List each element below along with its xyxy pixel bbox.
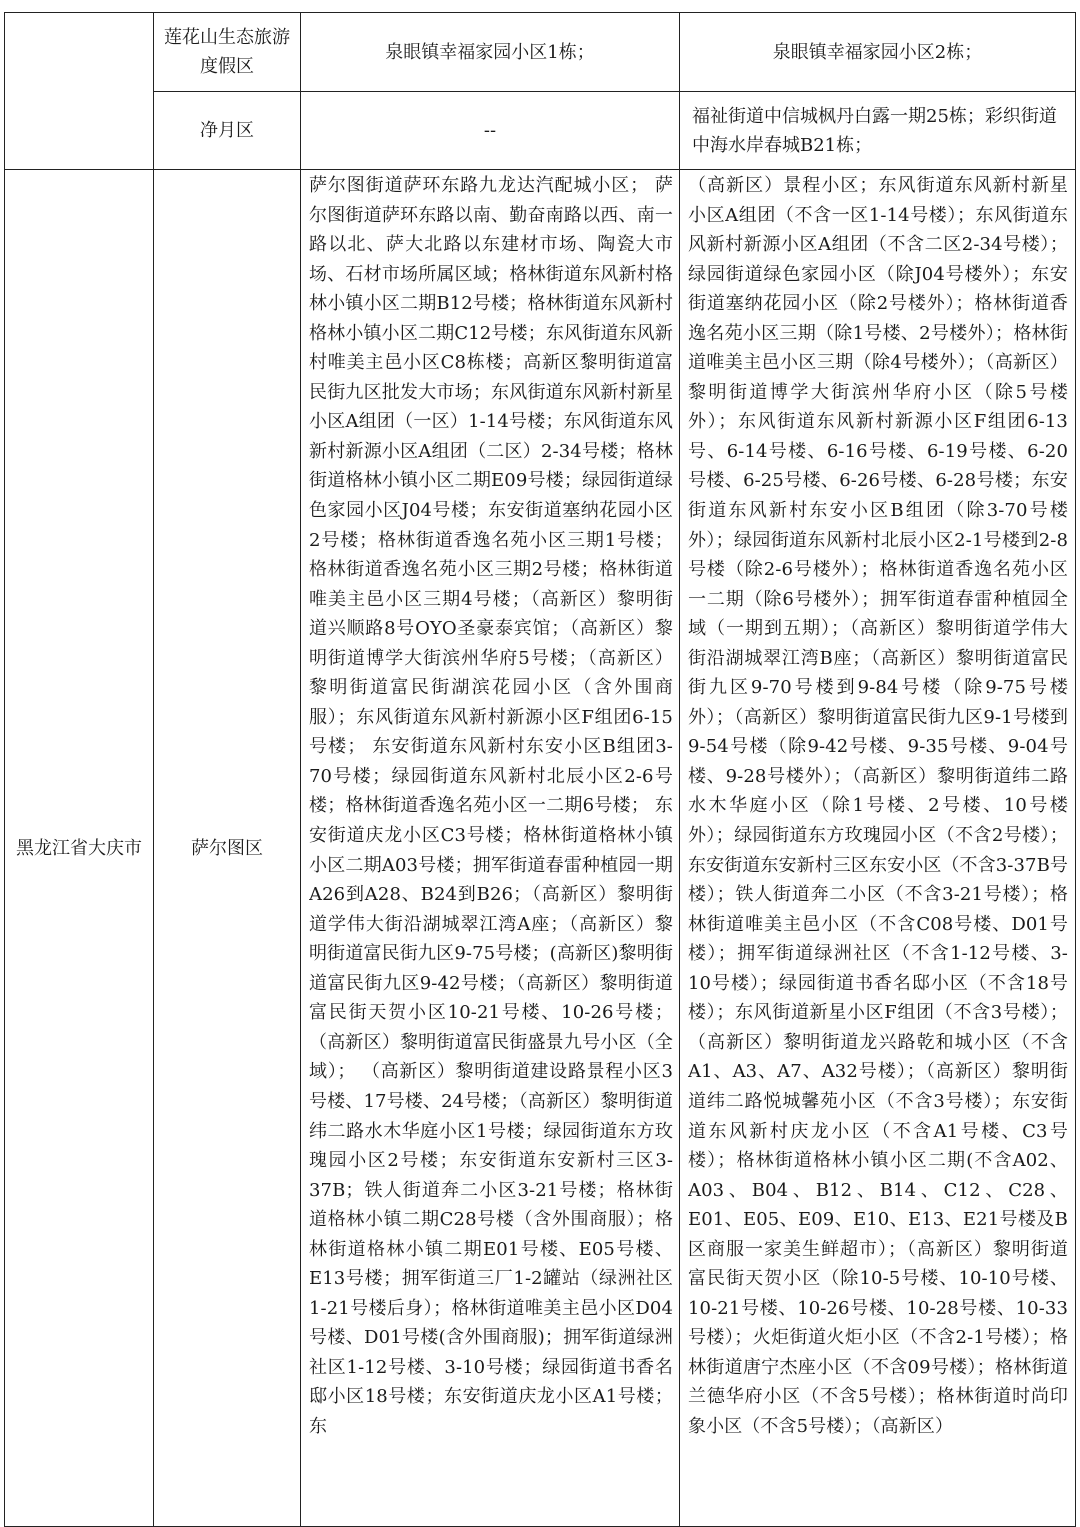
- district-name: 净月区: [200, 120, 254, 141]
- district-name: 萨尔图区: [191, 837, 263, 859]
- area-text-long: （高新区）景程小区；东风街道东风新村新星小区A组团（不含一区1-14号楼）；东风街道东风新村新源小区A组团（不含二区2-34号楼）；绿园街道绿色家园小区（除J04号楼外）；东安街道塞纳花园小区（除2号楼外）；格林街道香逸名苑小区三期（除1号楼、2号楼外）；格林街道唯美主邑小区三期（除4号楼外）；（高新区）黎明街道博学大街滨州华府小区（除5号楼外）；东风街道东风新村新源小区F组团6-13号、6-14号楼、6-16号楼、6-19号楼、6-20号楼、6-25号楼、6-26号楼、6-28号楼；东安街道东风新村东安小区B组团（除3-70号楼外）；绿园街道东风新村北辰小区2-1号楼到2-8号楼（除2-6号楼外）；格林街道香逸名苑小区一二期（除6号楼外）；拥军街道春雷种植园全域（一期到五期）；（高新区）黎明街道学伟大街沿湖城翠江湾B座；（高新区）黎明街道富民街九区9-70号楼到9-84号楼（除9-75号楼外）；（高新区）黎明街道富民街九区9-1号楼到9-54号楼（除9-42号楼、9-35号楼、9-04号楼、9-28号楼外）；（高新区）黎明街道纬二路水木华庭小区（除1号楼、2号楼、10号楼外）；绿园街道东方玫瑰园小区（不含2号楼）； 东安街道东安新村三区东安小区（不含3-37B号楼）；铁人街道奔二小区（不含3-21号楼）；格林街道唯美主邑小区（不含C08号楼、D01号楼）；拥军街道绿洲社区（不含1-12号楼、3-10号楼）；绿园街道书香名邸小区（不含18号楼）；东风街道新星小区F组团（不含3号楼）；（高新区）黎明街道龙兴路乾和城小区（不含A1、A3、A7、A32号楼）；（高新区）黎明街道纬二路悦城馨苑小区（不含3号楼）；东安街道东风新村庆龙小区（不含A1号楼、C3号楼）；格林街道格林小镇小区二期(不含A02、A03、B04、B12、B14、C12、C28、E01、E05、E09、E10、E13、E21号楼及B区商服一家美生鲜超市）；（高新区）黎明街道富民街天贺小区（除10-5号楼、10-10号楼、10-21号楼、10-26号楼、10-28号楼、10-33号楼）；火炬街道火炬小区（不含2-1号楼）；格林街道唐宁杰座小区（不含09号楼）；格林街道兰德华府小区（不含5号楼）；格林街道时尚印象小区（不含5号楼）；（高新区）: [688, 175, 1068, 1437]
- district-cell: [154, 170, 300, 1526]
- area-cell: [680, 13, 1075, 91]
- table-row: [5, 13, 153, 91]
- table-border-right: [1075, 12, 1076, 1527]
- city-cell: [5, 170, 153, 1526]
- district-name: 莲花山生态旅游度假区: [164, 27, 290, 77]
- area-text: 泉眼镇幸福家园小区1栋；: [385, 41, 595, 63]
- district-cell: [154, 92, 300, 169]
- area-cell: [301, 13, 679, 91]
- table-divider-3: [679, 12, 680, 1527]
- area-text: --: [483, 120, 497, 141]
- table-divider-2: [300, 12, 301, 1527]
- area-text: 福祉街道中信城枫丹白露一期25栋；彩织街道中海水岸春城B21栋；: [692, 105, 1057, 156]
- city-name: 黑龙江省大庆市: [16, 837, 142, 859]
- area-cell: [301, 92, 679, 169]
- area-cell: [680, 92, 1075, 169]
- area-text-long: 萨尔图街道萨环东路九龙达汽配城小区； 萨尔图街道萨环东路以南、勤奋南路以西、南一路以北、萨大北路以东建材市场、陶瓷大市场、石材市场所属区域；格林街道东风新村格林小镇小区二期B12号楼；格林街道东风新村格林小镇小区二期C12号楼；东风街道东风新村唯美主邑小区C8栋楼；高新区黎明街道富民街九区批发大市场；东风街道东风新村新星小区A组团（一区）1-14号楼；东风街道东风新村新源小区A组团（二区）2-34号楼；格林街道格林小镇小区二期E09号楼；绿园街道绿色家园小区J04号楼；东安街道塞纳花园小区2号楼；格林街道香逸名苑小区三期1号楼；格林街道香逸名苑小区三期2号楼；格林街道唯美主邑小区三期4号楼；（高新区）黎明街道兴顺路8号OYO圣豪泰宾馆；（高新区）黎明街道博学大街滨州华府5号楼；（高新区）黎明街道富民街湖滨花园小区（含外围商服）；东风街道东风新村新源小区F组团6-15号楼； 东安街道东风新村东安小区B组团3-70号楼；绿园街道东风新村北辰小区2-6号楼；格林街道香逸名苑小区一二期6号楼； 东安街道庆龙小区C3号楼；格林街道格林小镇小区二期A03号楼；拥军街道春雷种植园一期A26到A28、B24到B26；（高新区）黎明街道学伟大街沿湖城翠江湾A座；（高新区）黎明街道富民街九区9-75号楼；(高新区)黎明街道富民街九区9-42号楼；（高新区）黎明街道富民街天贺小区10-21号楼、10-26号楼；（高新区）黎明街道富民街盛景九号小区（全域）； （高新区）黎明街道建设路景程小区3号楼、17号楼、24号楼；（高新区）黎明街道纬二路水木华庭小区1号楼；绿园街道东方玫瑰园小区2号楼；东安街道东安新村三区3-37B；铁人街道奔二小区3-21号楼；格林街道格林小镇二期C28号楼（含外围商服）；格林街道格林小镇二期E01号楼、E05号楼、E13号楼；拥军街道三厂1-2罐站（绿洲社区1-21号楼后身）；格林街道唯美主邑小区D04号楼、D01号楼(含外围商服)；拥军街道绿洲社区1-12号楼、3-10号楼；绿园街道书香名邸小区18号楼；东安街道庆龙小区A1号楼；东: [309, 175, 673, 1437]
- district-cell: [154, 13, 300, 91]
- area-text: 泉眼镇幸福家园小区2栋；: [772, 41, 983, 63]
